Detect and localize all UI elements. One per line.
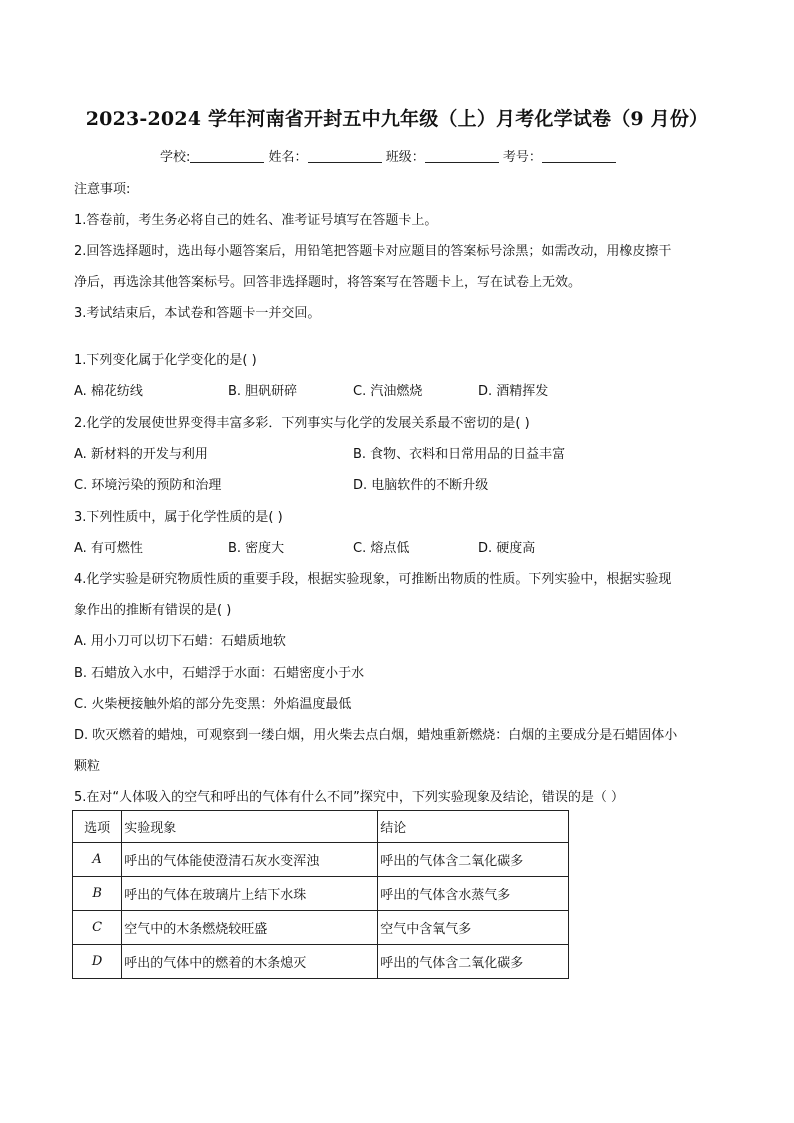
table-cell-option: B — [73, 877, 122, 911]
q4-option-a[interactable]: A. 用小刀可以切下石蜡：石蜡质地软 — [74, 634, 286, 649]
table-row[interactable] — [73, 911, 569, 945]
name-blank[interactable] — [308, 148, 382, 163]
table-cell-option: C — [73, 911, 122, 945]
q1-option-d[interactable]: D. 酒精挥发 — [478, 384, 549, 399]
q2-option-b[interactable]: B. 食物、衣料和日常用品的日益丰富 — [353, 447, 566, 462]
student-info-row — [160, 146, 616, 165]
table-header-row — [73, 811, 569, 843]
school-label: 学校: — [160, 150, 191, 165]
table-cell-phenomenon: 空气中的木条燃烧较旺盛 — [122, 911, 378, 945]
notes-heading: 注意事项: — [74, 182, 131, 197]
q4-option-c[interactable]: C. 火柴梗接触外焰的部分先变黑：外焰温度最低 — [74, 697, 352, 712]
school-blank[interactable] — [190, 148, 264, 163]
note-item: 3.考试结束后，本试卷和答题卡一并交回。 — [74, 306, 321, 321]
page-title: 2023-2024 学年河南省开封五中九年级（上）月考化学试卷（9 月份） — [85, 108, 709, 130]
question-1-stem: 1.下列变化属于化学变化的是( ) — [74, 353, 257, 368]
q3-option-d[interactable]: D. 硬度高 — [478, 541, 536, 556]
question-5-table — [72, 810, 569, 979]
table-cell-phenomenon: 呼出的气体能使澄清石灰水变浑浊 — [122, 843, 378, 877]
class-label: 班级： — [385, 150, 425, 165]
q4-option-d[interactable]: D. 吹灭燃着的蜡烛，可观察到一缕白烟，用火柴去点白烟，蜡烛重新燃烧：白烟的主要成分是石蜡固体小 — [74, 728, 678, 743]
table-header-cell: 实验现象 — [122, 811, 378, 843]
q4-option-b[interactable]: B. 石蜡放入水中，石蜡浮于水面：石蜡密度小于水 — [74, 666, 365, 681]
table-cell-conclusion: 呼出的气体含水蒸气多 — [378, 877, 569, 911]
q3-option-a[interactable]: A. 有可燃性 — [74, 541, 143, 556]
q3-option-b[interactable]: B. 密度大 — [228, 541, 285, 556]
question-4-stem: 4.化学实验是研究物质性质的重要手段，根据实验现象，可推断出物质的性质。下列实验中，根据实验现 — [74, 572, 672, 587]
table-header-cell: 结论 — [378, 811, 569, 843]
table-row[interactable] — [73, 945, 569, 979]
q4-option-d-cont: 颗粒 — [74, 759, 101, 774]
name-label: 姓名： — [268, 150, 308, 165]
q3-option-c[interactable]: C. 熔点低 — [353, 541, 410, 556]
q1-option-b[interactable]: B. 胆矾研碎 — [228, 384, 298, 399]
question-3-stem: 3.下列性质中，属于化学性质的是( ) — [74, 510, 283, 525]
table-cell-conclusion: 空气中含氧气多 — [378, 911, 569, 945]
question-5-stem: 5.在对“人体吸入的空气和呼出的气体有什么不同”探究中，下列实验现象及结论，错误的是（ ） — [74, 790, 625, 805]
class-blank[interactable] — [425, 148, 499, 163]
note-item: 净后，再选涂其他答案标号。回答非选择题时，将答案写在答题卡上，写在试卷上无效。 — [74, 275, 582, 290]
exam-no-blank[interactable] — [542, 148, 616, 163]
question-4-stem-cont: 象作出的推断有错误的是( ) — [74, 603, 232, 618]
table-row[interactable] — [73, 843, 569, 877]
q2-option-d[interactable]: D. 电脑软件的不断升级 — [353, 478, 489, 493]
exam-no-label: 考号： — [502, 150, 542, 165]
note-item: 1.答卷前，考生务必将自己的姓名、准考证号填写在答题卡上。 — [74, 213, 438, 228]
table-cell-phenomenon: 呼出的气体在玻璃片上结下水珠 — [122, 877, 378, 911]
q2-option-a[interactable]: A. 新材料的开发与利用 — [74, 447, 208, 462]
question-2-stem: 2.化学的发展使世界变得丰富多彩．下列事实与化学的发展关系最不密切的是( ) — [74, 416, 530, 431]
table-cell-phenomenon: 呼出的气体中的燃着的木条熄灭 — [122, 945, 378, 979]
q2-option-c[interactable]: C. 环境污染的预防和治理 — [74, 478, 222, 493]
q1-option-a[interactable]: A. 棉花纺线 — [74, 384, 143, 399]
table-cell-conclusion: 呼出的气体含二氧化碳多 — [378, 843, 569, 877]
table-cell-conclusion: 呼出的气体含二氧化碳多 — [378, 945, 569, 979]
table-header-cell: 选项 — [73, 811, 122, 843]
table-cell-option: D — [73, 945, 122, 979]
table-row[interactable] — [73, 877, 569, 911]
q1-option-c[interactable]: C. 汽油燃烧 — [353, 384, 423, 399]
table-cell-option: A — [73, 843, 122, 877]
note-item: 2.回答选择题时，选出每小题答案后，用铅笔把答题卡对应题目的答案标号涂黑；如需改动，用橡皮擦干 — [74, 244, 672, 259]
